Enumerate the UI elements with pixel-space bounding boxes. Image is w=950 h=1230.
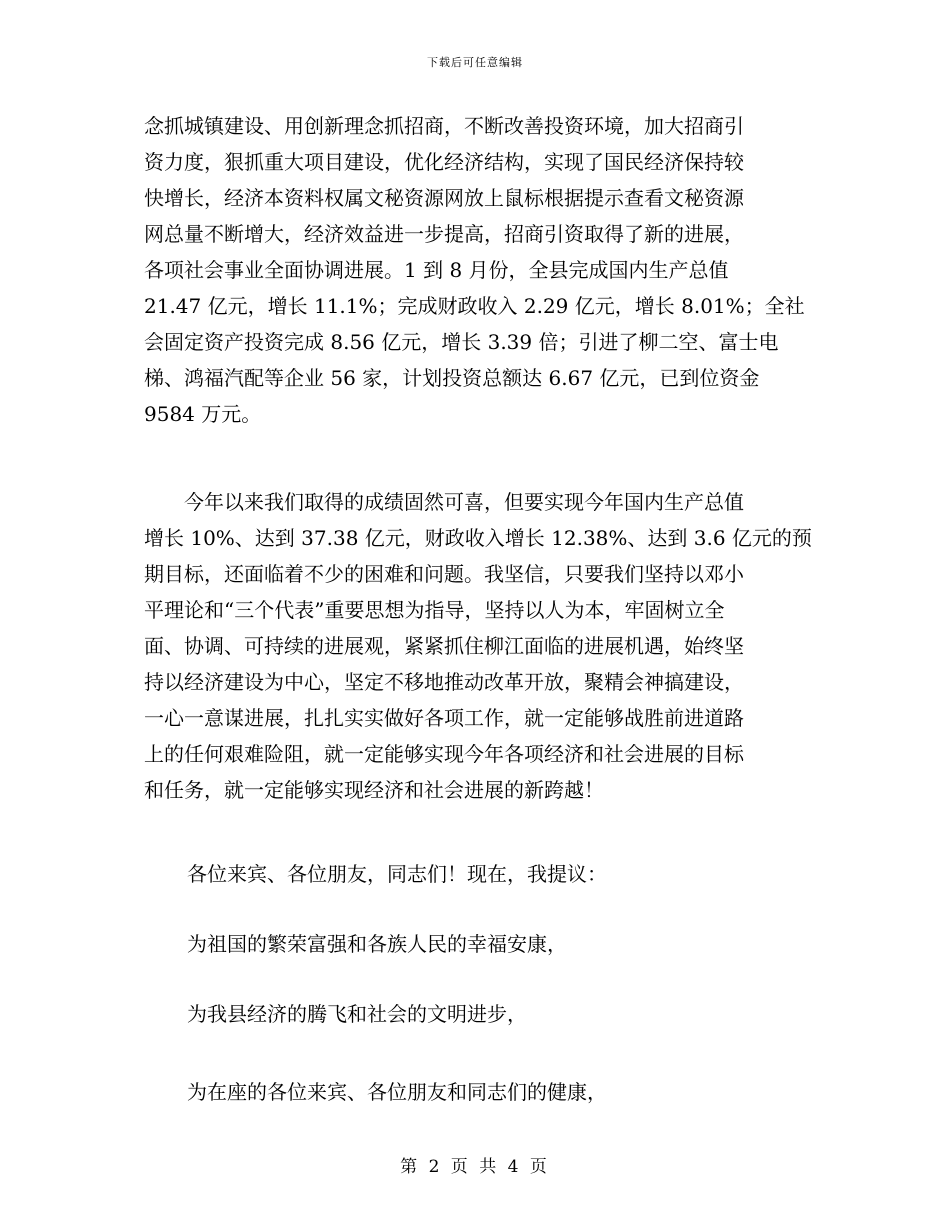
paragraph-line: 增长 10%、达到 37.38 亿元，财政收入增长 12.38%、达到 3.6 亿元的预 bbox=[144, 526, 812, 550]
toast-line: 为祖国的繁荣富强和各族人民的幸福安康， bbox=[187, 932, 567, 956]
paragraph-line: 念抓城镇建设、用创新理念抓招商，不断改善投资环境，加大招商引 bbox=[144, 114, 744, 138]
paragraph-line: 网总量不断增大，经济效益进一步提高，招商引资取得了新的进展， bbox=[144, 222, 744, 246]
paragraph-line: 资力度，狠抓重大项目建设，优化经济结构，实现了国民经济保持较 bbox=[144, 150, 744, 174]
paragraph-goals bbox=[144, 484, 812, 808]
paragraph-line: 上的任何艰难险阻，就一定能够实现今年各项经济和社会进展的目标 bbox=[144, 742, 744, 766]
paragraph-line: 今年以来我们取得的成绩固然可喜，但要实现今年国内生产总值 bbox=[144, 490, 744, 514]
page-header-note: 下载后可任意编辑 bbox=[427, 56, 523, 69]
paragraph-economic-results bbox=[144, 108, 806, 432]
toast-line: 为在座的各位来宾、各位朋友和同志们的健康， bbox=[187, 1080, 607, 1104]
toast-intro-line: 各位来宾、各位朋友，同志们！现在，我提议： bbox=[187, 862, 607, 886]
paragraph-line: 梯、鸿福汽配等企业 56 家，计划投资总额达 6.67 亿元，已到位资金 bbox=[144, 366, 760, 390]
paragraph-line: 各项社会事业全面协调进展。1 到 8 月份，全县完成国内生产总值 bbox=[144, 258, 729, 282]
paragraph-line: 持以经济建设为中心，坚定不移地推动改革开放，聚精会神搞建设， bbox=[144, 670, 744, 694]
paragraph-line: 期目标，还面临着不少的困难和问题。我坚信，只要我们坚持以邓小 bbox=[144, 562, 744, 586]
paragraph-line: 和任务，就一定能够实现经济和社会进展的新跨越！ bbox=[144, 778, 604, 802]
paragraph-line: 9584 万元。 bbox=[144, 402, 262, 426]
paragraph-line: 快增长，经济本资料权属文秘资源网放上鼠标根据提示查看文秘资源 bbox=[144, 186, 744, 210]
toast-line: 为我县经济的腾飞和社会的文明进步， bbox=[187, 1002, 527, 1026]
paragraph-line: 面、协调、可持续的进展观，紧紧抓住柳江面临的进展机遇，始终坚 bbox=[144, 634, 744, 658]
paragraph-line: 21.47 亿元，增长 11.1%；完成财政收入 2.29 亿元，增长 8.01%；全社 bbox=[144, 294, 805, 318]
page-number-footer: 第 2 页 共 4 页 bbox=[400, 1157, 550, 1177]
paragraph-line: 一心一意谋进展，扎扎实实做好各项工作，就一定能够战胜前进道路 bbox=[144, 706, 744, 730]
paragraph-line: 会固定资产投资完成 8.56 亿元，增长 3.39 倍；引进了柳二空、富士电 bbox=[144, 330, 779, 354]
paragraph-line: 平理论和“三个代表”重要思想为指导，坚持以人为本，牢固树立全 bbox=[144, 598, 725, 622]
